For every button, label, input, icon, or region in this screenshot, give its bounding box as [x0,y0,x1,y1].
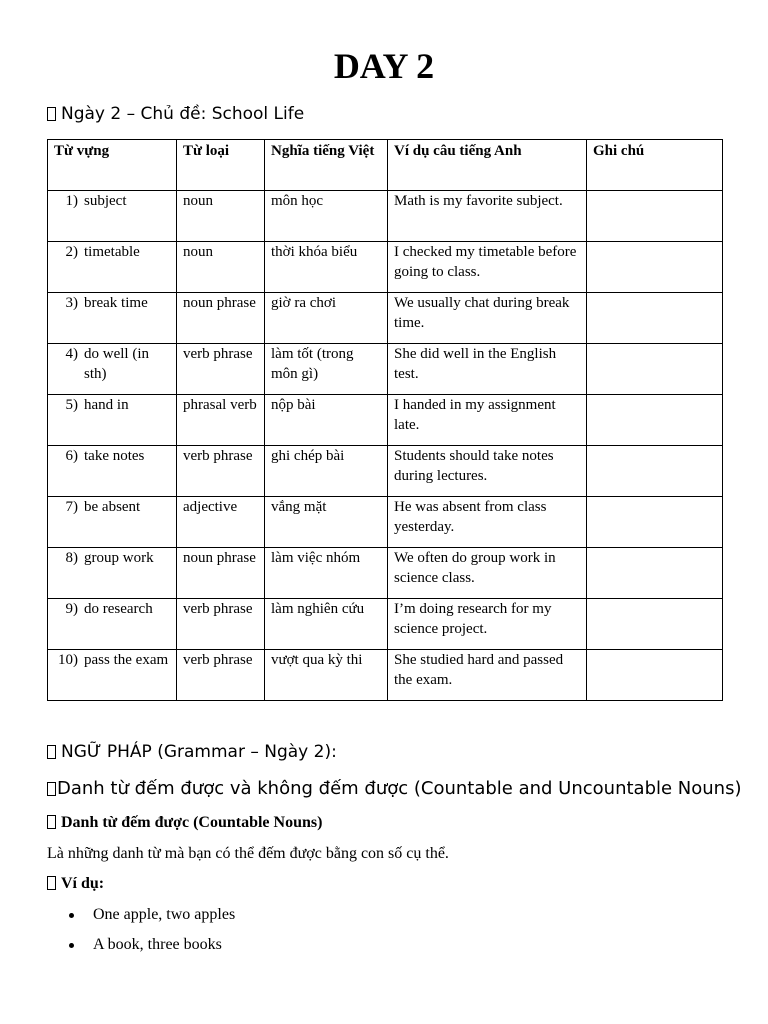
row-number: 2) [65,244,78,260]
table-row [48,599,723,650]
countable-heading [47,812,322,834]
table-row [48,344,723,395]
cell-word [48,497,177,548]
table-row [48,497,723,548]
cell-meaning: ghi chép bài [265,446,388,497]
cell-example: We usually chat during break time. [388,293,587,344]
column-header-example: Ví dụ câu tiếng Anh [388,140,587,191]
row-number: 4) [65,346,78,362]
page-title: DAY 2 [333,46,435,86]
cell-meaning: vượt qua kỳ thi [265,650,388,701]
cell-meaning: làm nghiên cứu [265,599,388,650]
vocab-word: do well (in sth) [84,346,149,382]
column-header-type: Từ loại [177,140,265,191]
cell-word [48,191,177,242]
row-number: 9) [65,601,78,617]
cell-example: I checked my timetable before going to class. [388,242,587,293]
vocab-word: break time [84,295,148,311]
cell-note [587,497,723,548]
cell-note [587,293,723,344]
vocab-word: take notes [84,448,145,464]
grammar-heading-text: NGỮ PHÁP (Grammar – Ngày 2): [61,742,337,762]
missing-glyph-icon [47,745,56,759]
vocab-word: timetable [84,244,140,260]
topic-heading-text: Ngày 2 – Chủ đề: School Life [61,104,305,124]
row-number: 5) [65,397,78,413]
missing-glyph-icon [47,876,56,890]
cell-note [587,650,723,701]
cell-meaning: vắng mặt [265,497,388,548]
countable-description: Là những danh từ mà bạn có thể đếm được bằng con số cụ thể. [47,845,449,862]
grammar-heading [47,740,337,764]
table-row [48,548,723,599]
example-text: One apple, two apples [93,906,236,923]
example-text: A book, three books [93,936,222,953]
vocab-word: pass the exam [84,652,169,668]
cell-word [48,548,177,599]
cell-note [587,446,723,497]
missing-glyph-icon [47,815,56,829]
column-header-note: Ghi chú [587,140,723,191]
cell-note [587,344,723,395]
cell-example: Math is my favorite subject. [388,191,587,242]
example-label-text: Ví dụ: [61,875,105,892]
missing-glyph-icon [47,782,56,796]
cell-note [587,599,723,650]
cell-meaning: giờ ra chơi [265,293,388,344]
vocab-word: group work [84,550,154,566]
vocab-word: hand in [84,397,129,413]
vocab-word: subject [84,193,127,209]
topic-heading [47,102,304,126]
cell-word [48,242,177,293]
cell-word [48,650,177,701]
row-number: 3) [65,295,78,311]
table-row [48,395,723,446]
cell-type: noun [177,191,265,242]
cell-type: verb phrase [177,599,265,650]
cell-type: noun phrase [177,548,265,599]
countable-heading-text: Danh từ đếm được (Countable Nouns) [61,814,323,831]
column-header-word: Từ vựng [48,140,177,191]
cell-note [587,242,723,293]
row-number: 1) [65,193,78,209]
cell-word [48,344,177,395]
table-row [48,242,723,293]
cell-note [587,395,723,446]
cell-type: adjective [177,497,265,548]
cell-meaning: nộp bài [265,395,388,446]
table-row [48,650,723,701]
cell-word [48,446,177,497]
list-item [47,934,235,964]
cell-example: I handed in my assignment late. [388,395,587,446]
cell-example: She studied hard and passed the exam. [388,650,587,701]
example-label [47,873,104,895]
cell-type: noun phrase [177,293,265,344]
cell-word [48,293,177,344]
table-row [48,446,723,497]
nouns-heading-text: Danh từ đếm được và không đếm được (Countable and Uncountable Nouns) [57,778,742,799]
table-row [48,293,723,344]
row-number: 10) [58,652,78,668]
example-list [47,904,235,964]
table-row [48,191,723,242]
cell-type: noun [177,242,265,293]
cell-meaning: làm việc nhóm [265,548,388,599]
cell-note [587,191,723,242]
cell-word [48,599,177,650]
cell-example: She did well in the English test. [388,344,587,395]
vocab-word: do research [84,601,153,617]
cell-type: verb phrase [177,344,265,395]
list-item [47,904,235,934]
cell-example: We often do group work in science class. [388,548,587,599]
nouns-heading [47,776,742,802]
cell-example: Students should take notes during lectures. [388,446,587,497]
cell-meaning: môn học [265,191,388,242]
missing-glyph-icon [47,107,56,121]
row-number: 6) [65,448,78,464]
cell-word [48,395,177,446]
cell-meaning: thời khóa biểu [265,242,388,293]
vocab-word: be absent [84,499,141,515]
cell-type: phrasal verb [177,395,265,446]
cell-example: He was absent from class yesterday. [388,497,587,548]
table-header-row [48,140,723,191]
cell-meaning: làm tốt (trong môn gì) [265,344,388,395]
cell-type: verb phrase [177,650,265,701]
column-header-meaning: Nghĩa tiếng Việt [265,140,388,191]
bullet-icon [69,913,74,918]
cell-note [587,548,723,599]
bullet-icon [69,943,74,948]
row-number: 8) [65,550,78,566]
row-number: 7) [65,499,78,515]
cell-type: verb phrase [177,446,265,497]
cell-example: I’m doing research for my science project. [388,599,587,650]
vocabulary-table [47,139,723,701]
